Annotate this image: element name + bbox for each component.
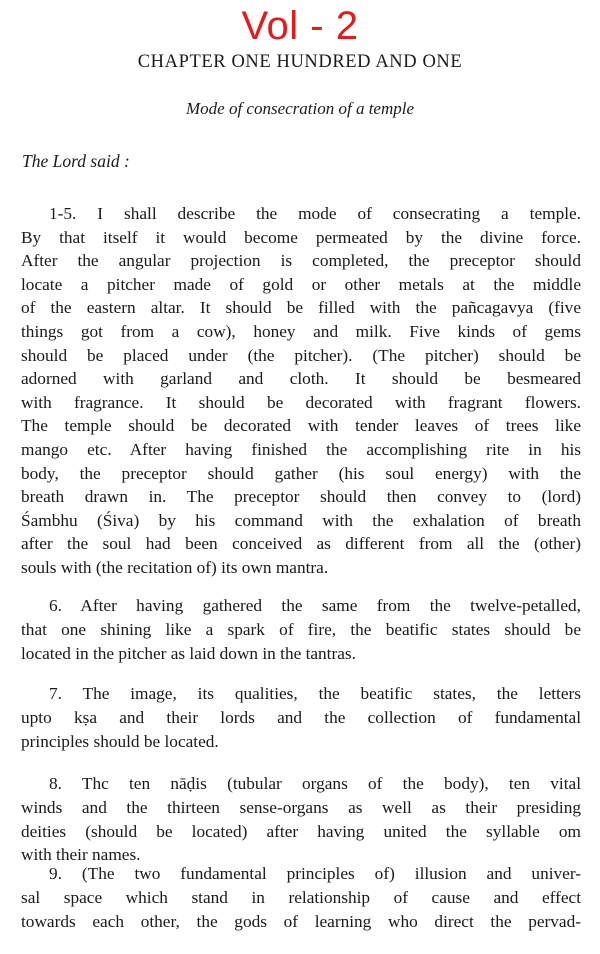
text-line: body, the preceptor should gather (his soul energy) with the [21,463,581,483]
text-line: breath drawn in. The preceptor should then convey to (lord) [21,487,581,507]
text-line: Śambhu (Śiva) by his command with the exhalation of breath [21,510,581,530]
verse-paragraph [21,682,581,753]
text-line: upto kṣa and their lords and the collection of fundamental [21,707,581,727]
text-line: with fragrance. It should be decorated with fragrant flowers. [21,392,581,412]
text-line: By that itself it would become permeated by the divine force. [21,227,581,247]
text-line: deities (should be located) after having united the syllable om [21,821,581,841]
text-line: locate a pitcher made of gold or other metals at the middle [21,274,581,294]
text-line: sal space which stand in relationship of cause and effect [21,888,581,907]
text-line: winds and the thirteen sense-organs as well as their presiding [21,797,581,817]
verse-paragraph [21,202,581,580]
text-line: 9. (The two fundamental principles of) illusion and univer- [49,864,581,883]
text-line: The temple should be decorated with tender leaves of trees like [21,416,581,436]
text-line: with their names. [21,845,141,865]
text-line: mango etc. After having finished the accomplishing rite in his [21,439,581,459]
text-line: 1-5. I shall describe the mode of consecrating a temple. [49,204,581,223]
text-line: adorned with garland and cloth. It should be besmeared [21,369,581,389]
text-line: of the eastern altar. It should be filled with the pañcagavya (five [21,298,581,318]
text-line: after the soul had been conceived as different from all the (other) [21,534,581,554]
text-line: 6. After having gathered the same from the twelve-petalled, [49,596,581,615]
text-line: After the angular projection is completed, the preceptor should [21,251,581,271]
text-line: located in the pitcher as laid down in the tantras. [21,644,356,663]
verse-paragraph [21,594,581,666]
text-line: 8. Thc ten nāḍis (tubular organs of the body), ten vital [49,774,581,793]
text-line: things got from a cow), honey and milk. Five kinds of gems [21,321,581,341]
volume-label: Vol - 2 [241,4,359,48]
chapter-title: CHAPTER ONE HUNDRED AND ONE [137,52,463,72]
text-line: 7. The image, its qualities, the beatific states, the letters [49,684,581,703]
text-line: should be placed under (the pitcher). (The pitcher) should be [21,345,581,365]
verse-paragraph [21,772,581,867]
text-line: that one shining like a spark of fire, the beatific states should be [21,620,581,639]
text-line: principles should be located. [21,731,219,751]
text-line: towards each other, the gods of learning who direct the pervad- [21,912,581,931]
text-line: souls with (the recitation of) its own mantra. [21,557,329,577]
chapter-subtitle: Mode of consecration of a temple [185,99,415,118]
speaker-label: The Lord said : [22,151,130,171]
verse-paragraph [21,862,581,934]
